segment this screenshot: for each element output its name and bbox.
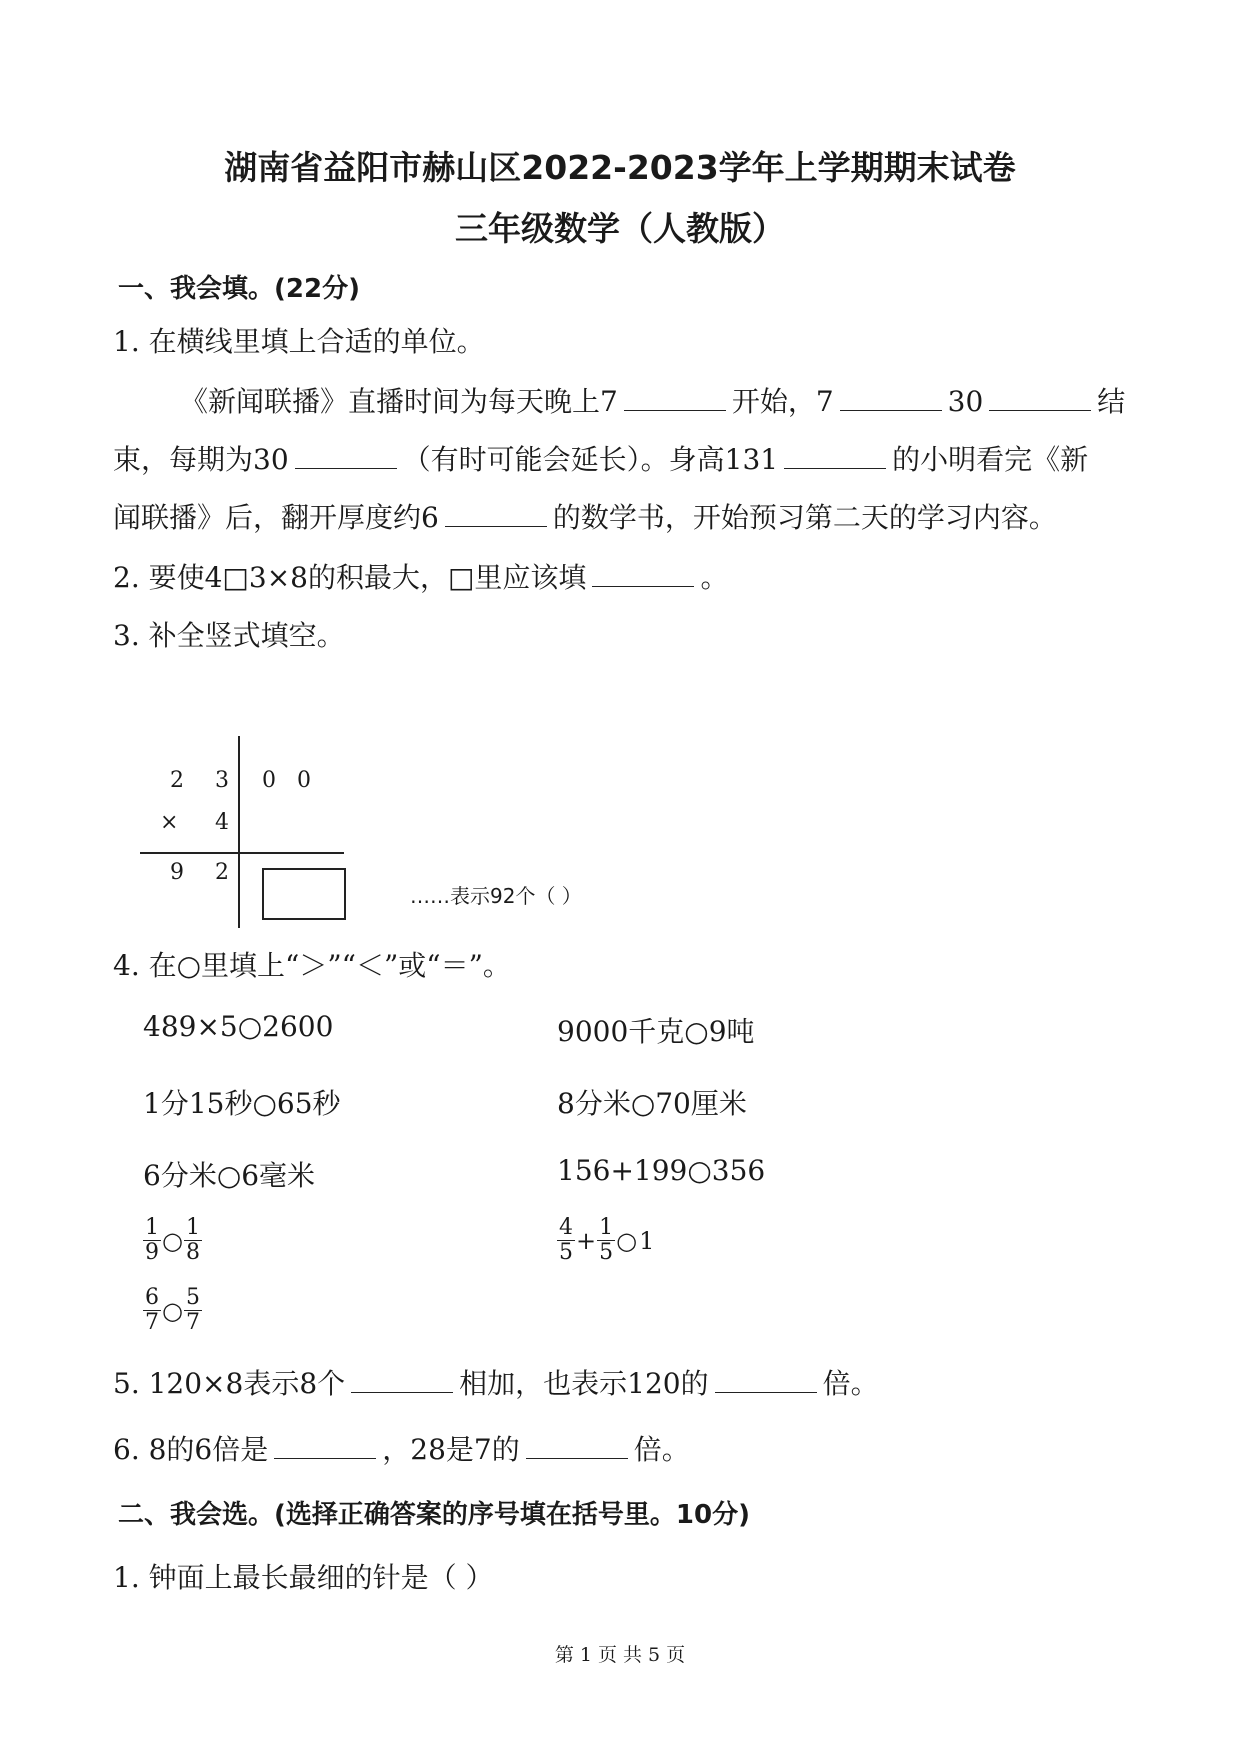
q1-line-3: [113, 496, 1057, 536]
answer-blank[interactable]: [526, 1430, 628, 1459]
compare-circle[interactable]: ○: [162, 1296, 183, 1325]
fraction: [557, 1216, 575, 1265]
q1-text: 闻联播》后，翻开厚度约6: [113, 501, 439, 534]
denominator: 9: [145, 1240, 159, 1265]
compare-item: 9000千克○9吨: [557, 1015, 755, 1048]
answer-blank[interactable]: [784, 440, 886, 469]
q6-text: ，28是7的: [382, 1433, 520, 1466]
times-sign: ×: [160, 810, 179, 835]
q5-text: 相加，也表示120的: [459, 1367, 709, 1400]
q2-text: 。: [700, 561, 729, 594]
q2: [113, 556, 728, 596]
q5-text: 倍。: [822, 1367, 879, 1400]
vertical-divider: [238, 736, 240, 928]
denominator: 5: [599, 1240, 614, 1265]
digit: 0: [262, 768, 276, 793]
answer-blank[interactable]: [592, 558, 694, 587]
s2-q1: 1. 钟面上最长最细的针是（ ）: [113, 1561, 494, 1594]
denominator: 7: [145, 1310, 159, 1335]
digit: 4: [215, 810, 229, 835]
numerator: 6: [145, 1285, 159, 1310]
q4-prompt: 4. 在○里填上“＞”“＜”或“＝”。: [113, 949, 511, 982]
numerator: 1: [145, 1215, 159, 1240]
section-1-heading: 一、我会填。(22分): [118, 274, 360, 304]
digit: 2: [170, 768, 184, 793]
fraction-compare-3: [143, 1286, 202, 1335]
q1-line-1: [180, 380, 1125, 420]
q1-prompt: 1. 在横线里填上合适的单位。: [113, 325, 485, 358]
answer-blank[interactable]: [274, 1430, 376, 1459]
section-2-heading: 二、我会选。(选择正确答案的序号填在括号里。10分): [118, 1500, 750, 1530]
q3-prompt: 3. 补全竖式填空。: [113, 619, 345, 652]
numerator: 4: [559, 1215, 573, 1240]
answer-blank[interactable]: [295, 440, 397, 469]
q1-text: 开始，7: [731, 385, 834, 418]
answer-blank[interactable]: [989, 382, 1091, 411]
q1-text: 束，每期为30: [113, 443, 289, 476]
numerator: 5: [185, 1285, 200, 1310]
compare-circle[interactable]: ○: [616, 1226, 638, 1255]
fraction: [184, 1286, 202, 1335]
q6: [113, 1428, 690, 1468]
q5-text: 5. 120×8表示8个: [113, 1367, 346, 1400]
q6-text: 倍。: [633, 1433, 690, 1466]
denominator: 7: [185, 1310, 200, 1335]
numerator: 1: [599, 1215, 614, 1240]
fraction: [143, 1216, 161, 1265]
fraction: [597, 1216, 615, 1265]
q1-text: 的小明看完《新: [892, 443, 1089, 476]
denominator: 5: [559, 1240, 573, 1265]
digit: 9: [170, 860, 184, 885]
page-number: 第 1 页 共 5 页: [554, 1644, 686, 1666]
answer-blank[interactable]: [715, 1364, 817, 1393]
compare-item: 6分米○6毫米: [143, 1159, 316, 1192]
digit: 3: [215, 768, 229, 793]
exam-subtitle: 三年级数学（人教版）: [455, 209, 785, 248]
compare-item: 489×5○2600: [143, 1010, 334, 1043]
compare-item: 1分15秒○65秒: [143, 1087, 341, 1120]
rhs-value: 1: [639, 1226, 655, 1255]
compare-item: 8分米○70厘米: [557, 1087, 747, 1120]
digit: 2: [215, 860, 229, 885]
q1-text: （有时可能会延长）。身高131: [402, 443, 779, 476]
answer-blank[interactable]: [351, 1364, 453, 1393]
q1-text: 30: [947, 385, 984, 418]
compare-circle[interactable]: ○: [162, 1226, 183, 1255]
denominator: 8: [185, 1240, 200, 1265]
q1-line-2: [113, 438, 1088, 478]
q2-text: 2. 要使4□3×8的积最大，□里应该填: [113, 561, 587, 594]
plus-sign: +: [576, 1226, 597, 1255]
q5: [113, 1362, 879, 1402]
digit: 0: [297, 768, 311, 793]
compare-item: 156+199○356: [557, 1154, 766, 1187]
fraction: [184, 1216, 202, 1265]
numerator: 1: [185, 1215, 200, 1240]
fraction-compare-2: [557, 1216, 655, 1265]
answer-box[interactable]: [262, 868, 346, 920]
q1-text: 结: [1097, 385, 1126, 418]
fraction-compare-1: [143, 1216, 202, 1265]
q6-text: 6. 8的6倍是: [113, 1433, 269, 1466]
multiplication-rule: [140, 852, 344, 854]
q1-text: 《新闻联播》直播时间为每天晚上7: [180, 385, 618, 418]
q1-text: 的数学书，开始预习第二天的学习内容。: [552, 501, 1057, 534]
answer-blank[interactable]: [840, 382, 942, 411]
answer-blank[interactable]: [445, 498, 547, 527]
fraction: [143, 1286, 161, 1335]
answer-blank[interactable]: [624, 382, 726, 411]
q3-note: ……表示92个（ ）: [410, 884, 582, 908]
exam-title: 湖南省益阳市赫山区2022-2023学年上学期期末试卷: [224, 148, 1016, 187]
